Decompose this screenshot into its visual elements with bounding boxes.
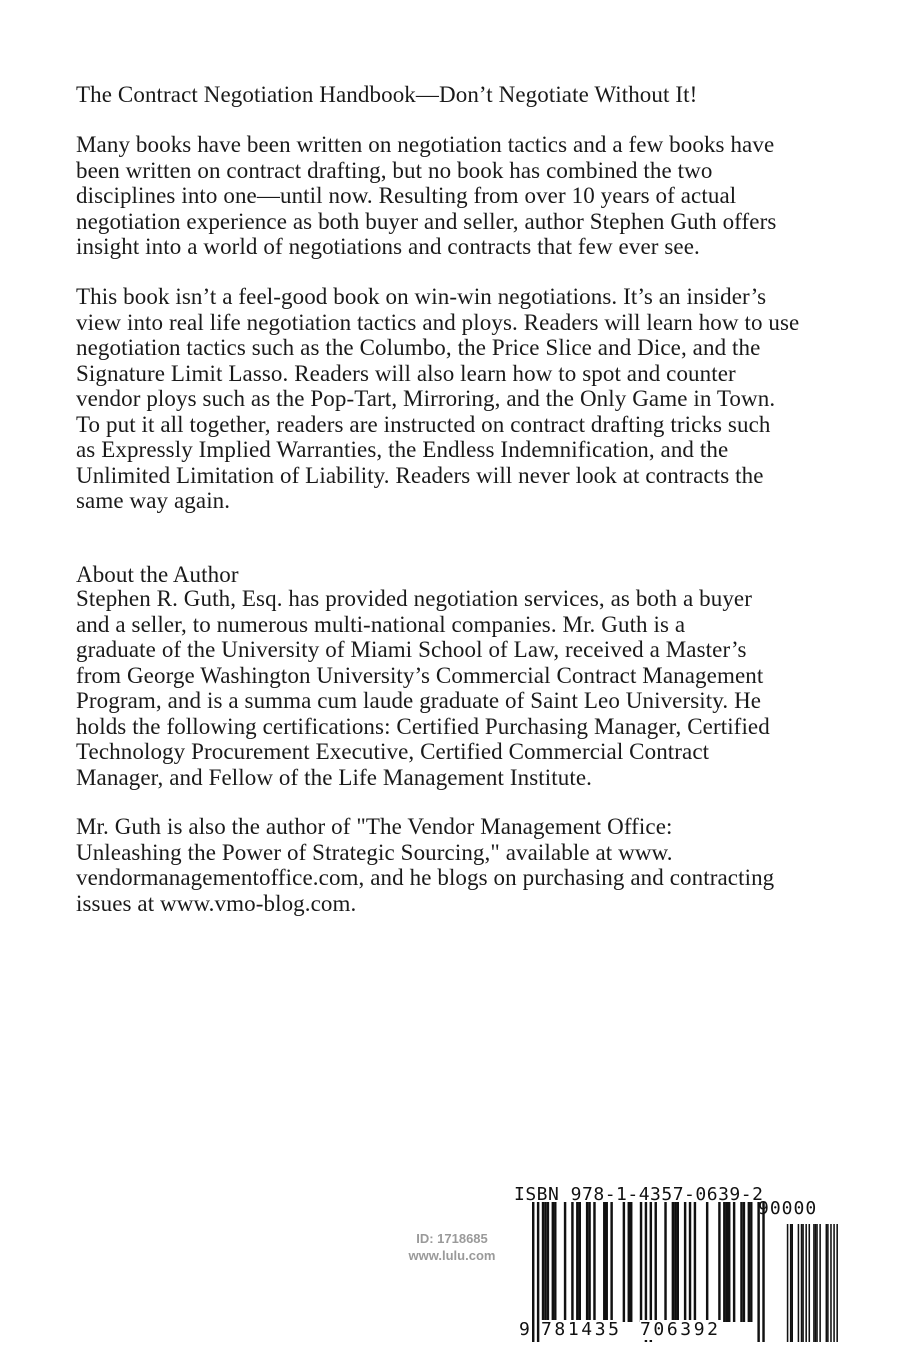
barcode-guard-bar bbox=[537, 1202, 539, 1342]
barcode-bar bbox=[588, 1202, 590, 1322]
addon-bar bbox=[836, 1224, 838, 1342]
publisher-url: www.lulu.com bbox=[408, 1248, 496, 1263]
barcode-bar bbox=[603, 1202, 605, 1322]
barcode-bar bbox=[728, 1202, 730, 1322]
barcode-bar bbox=[586, 1202, 588, 1322]
ean-first-digit: 9 bbox=[519, 1319, 530, 1340]
author-bio-paragraph bbox=[76, 586, 846, 790]
ean-right-digits: 706392 bbox=[640, 1319, 721, 1340]
addon-bar bbox=[787, 1224, 789, 1342]
barcode-guard-bar bbox=[757, 1202, 759, 1342]
barcode-bar bbox=[640, 1202, 642, 1322]
addon-bar bbox=[819, 1224, 821, 1342]
book-title-line bbox=[76, 82, 846, 108]
addon-bar bbox=[826, 1224, 828, 1342]
barcode-bar bbox=[628, 1202, 630, 1322]
barcode-bar bbox=[677, 1202, 679, 1322]
text-line: been written on contract drafting, but no book has combined the two bbox=[76, 157, 713, 183]
addon-bar bbox=[791, 1224, 793, 1342]
text-line: insight into a world of negotiations and contracts that few ever see. bbox=[76, 234, 700, 259]
text-line: To put it all together, readers are instructed on contract drafting tricks such bbox=[76, 411, 771, 437]
barcode-bar bbox=[579, 1202, 581, 1322]
isbn-barcode bbox=[508, 1176, 838, 1346]
barcode-bar bbox=[544, 1202, 546, 1322]
barcode-bar bbox=[571, 1202, 573, 1322]
barcode-bar bbox=[743, 1202, 745, 1322]
barcode-bar bbox=[684, 1202, 686, 1322]
barcode-bar bbox=[623, 1202, 625, 1322]
barcode-bar bbox=[674, 1202, 676, 1322]
about-author-heading bbox=[76, 562, 846, 588]
text-line: graduate of the University of Miami School of Law, received a Master’s bbox=[76, 637, 747, 662]
addon-bar bbox=[798, 1224, 800, 1342]
barcode-bar bbox=[689, 1202, 691, 1322]
text-line: Signature Limit Lasso. Readers will also learn how to spot and counter bbox=[76, 360, 736, 386]
barcode-bar bbox=[610, 1202, 612, 1322]
barcode-bar bbox=[733, 1202, 735, 1322]
barcode-bar bbox=[547, 1202, 549, 1322]
barcode-bar bbox=[576, 1202, 578, 1322]
addon-bar bbox=[833, 1224, 835, 1342]
text-line: vendormanagementoffice.com, and he blogs on purchasing and contracting bbox=[76, 865, 775, 890]
barcode-bar bbox=[672, 1202, 674, 1322]
text-line: negotiation experience as both buyer and seller, author Stephen Guth offers bbox=[76, 208, 777, 234]
barcode-bar bbox=[694, 1202, 696, 1322]
barcode-bar bbox=[542, 1202, 544, 1322]
addon-bar bbox=[813, 1224, 815, 1342]
text-line: Program, and is a summa cum laude graduate of Saint Leo University. He bbox=[76, 688, 762, 713]
heading-text: About the Author bbox=[76, 562, 239, 587]
text-line: and a seller, to numerous multi-national companies. Mr. Guth is a bbox=[76, 611, 686, 637]
addon-bar bbox=[805, 1224, 807, 1342]
barcode-bar bbox=[726, 1202, 728, 1322]
text-line: same way again. bbox=[76, 488, 231, 513]
barcode-bar bbox=[554, 1202, 556, 1322]
text-line: disciplines into one—until now. Resulting from over 10 years of actual bbox=[76, 183, 737, 208]
isbn-label: ISBN 978-1-4357-0639-2 bbox=[514, 1184, 764, 1205]
title-text: The Contract Negotiation Handbook—Don’t Negotiate Without It! bbox=[76, 82, 698, 107]
text-line: as Expressly Implied Warranties, the Endless Indemnification, and the bbox=[76, 437, 729, 462]
text-line: negotiation tactics such as the Columbo, the Price Slice and Dice, and the bbox=[76, 335, 761, 360]
addon-bar bbox=[830, 1224, 832, 1342]
text-line: Technology Procurement Executive, Certified Commercial Contract bbox=[76, 739, 710, 764]
addon-bar bbox=[816, 1224, 818, 1342]
barcode-bar bbox=[606, 1202, 608, 1322]
text-line: view into real life negotiation tactics and ploys. Readers will learn how to use bbox=[76, 309, 800, 335]
tactics-paragraph bbox=[76, 284, 846, 514]
addon-bar bbox=[802, 1224, 804, 1342]
text-line: Mr. Guth is also the author of "The Vendor Management Office: bbox=[76, 814, 673, 839]
barcode-bar bbox=[750, 1202, 752, 1322]
other-book-paragraph bbox=[76, 814, 846, 916]
text-line: Manager, and Fellow of the Life Management Institute. bbox=[76, 764, 592, 790]
barcode-bar bbox=[564, 1202, 566, 1322]
publisher-id-stamp bbox=[392, 1230, 512, 1264]
addon-bar bbox=[827, 1224, 829, 1342]
text-line: Many books have been written on negotiation tactics and a few books have bbox=[76, 132, 775, 157]
text-line: from George Washington University’s Commercial Contract Management bbox=[76, 662, 764, 688]
text-line: Unleashing the Power of Strategic Sourcing," available at www. bbox=[76, 839, 673, 865]
addon-bar bbox=[809, 1224, 811, 1342]
text-line: holds the following certifications: Certified Purchasing Manager, Certified bbox=[76, 713, 770, 739]
text-line: Stephen R. Guth, Esq. has provided negotiation services, as both a buyer bbox=[76, 586, 752, 611]
text-line: vendor ploys such as the Pop-Tart, Mirroring, and the Only Game in Town. bbox=[76, 386, 776, 411]
addon-bar bbox=[790, 1224, 792, 1342]
barcode-bar bbox=[552, 1202, 554, 1322]
barcode-bar bbox=[593, 1202, 595, 1322]
addon-bar bbox=[815, 1224, 817, 1342]
barcode-guard-bar bbox=[532, 1202, 534, 1342]
barcode-bar bbox=[655, 1202, 657, 1322]
barcode-guard-bar bbox=[762, 1202, 764, 1342]
barcode-bar bbox=[748, 1202, 750, 1322]
text-line: issues at www.vmo-blog.com. bbox=[76, 890, 357, 916]
text-line: Unlimited Limitation of Liability. Readers will never look at contracts the bbox=[76, 462, 764, 488]
text-line: This book isn’t a feel-good book on win-win negotiations. It’s an insider’s bbox=[76, 284, 767, 309]
barcode-bar bbox=[630, 1202, 632, 1322]
barcode-bar bbox=[664, 1202, 666, 1322]
intro-paragraph bbox=[76, 132, 846, 260]
barcode-bar bbox=[740, 1202, 742, 1322]
barcode-bar bbox=[723, 1202, 725, 1322]
barcode-bar bbox=[718, 1202, 720, 1322]
price-addon-digits: 90000 bbox=[758, 1198, 818, 1219]
addon-bar bbox=[801, 1224, 803, 1342]
ean-left-digits: 781435 bbox=[541, 1319, 622, 1340]
publisher-id-label: ID: 1718685 bbox=[416, 1231, 488, 1246]
barcode-bar bbox=[706, 1202, 708, 1322]
